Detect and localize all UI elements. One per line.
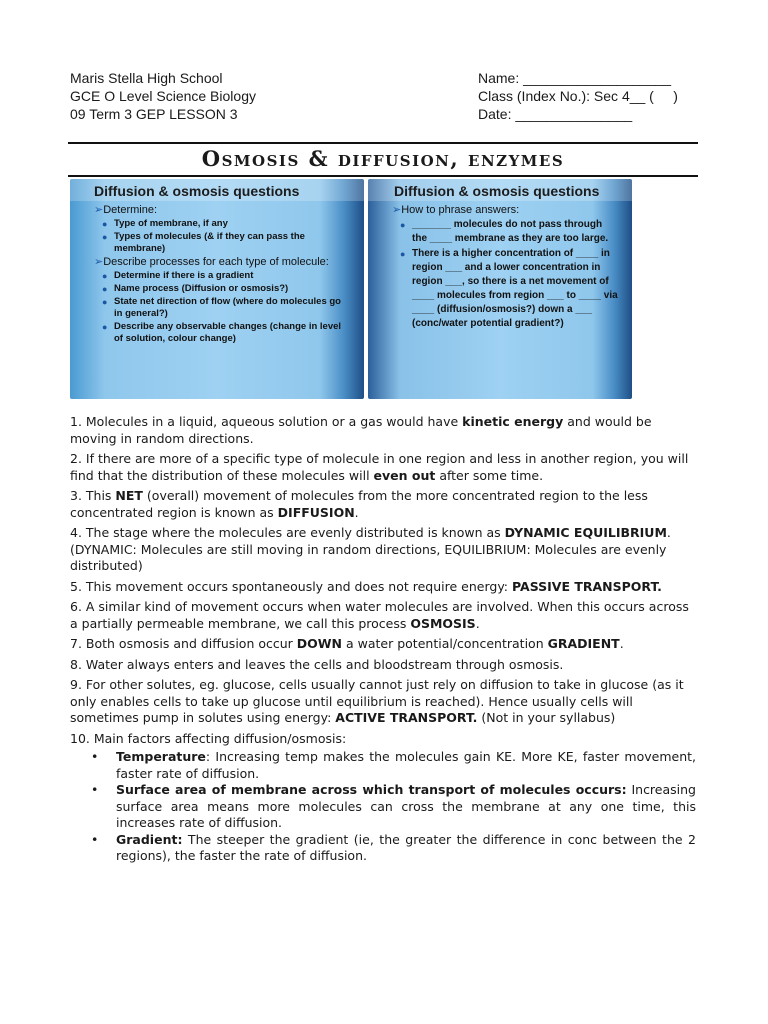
point-10: 10. Main factors affecting diffusion/osmosis: — [70, 730, 347, 746]
lesson-name: 09 Term 3 GEP LESSON 3 — [70, 106, 238, 122]
slide-right-list — [392, 218, 618, 331]
point-3: 3. This NET (overall) movement of molecules from the more concentrated region to the less concentrated region is known as DIFFUSION. — [70, 488, 648, 520]
list-item: ● Describe any observable changes (change in level of solution, colour change) — [114, 321, 350, 345]
point-4: 4. The stage where the molecules are evenly distributed is known as DYNAMIC EQUILIBRIUM. (DYNAMIC: Molecules are still moving in random directions, EQUILIBRIUM: Molecules are evenly distributed) — [70, 525, 671, 573]
notes-body — [70, 414, 696, 865]
slide-left-lead-2: ➢Describe processes for each type of molecule: — [94, 256, 329, 268]
factors-list — [70, 749, 696, 865]
point-2: 2. If there are more of a specific type of molecule in one region and less in another region, you will find that the distribution of these molecules will even out after some time. — [70, 451, 689, 483]
page-title: Osmosis & diffusion, enzymes — [201, 146, 565, 171]
date-field: Date: _______________ — [478, 106, 633, 122]
slide-left-list-1 — [94, 218, 350, 255]
school-info — [70, 69, 450, 123]
slide-image-right — [368, 179, 632, 399]
factor-gradient: • Gradient: The steeper the gradient (ie, the greater the difference in conc between the 2 regions), the faster the rate of diffusion. — [116, 832, 696, 865]
course-name: GCE O Level Science Biology — [70, 88, 256, 104]
point-1: 1. Molecules in a liquid, aqueous solution or a gas would have kinetic energy and would be moving in random directions. — [70, 414, 652, 446]
point-8: 8. Water always enters and leaves the cells and bloodstream through osmosis. — [70, 656, 564, 672]
point-7: 7. Both osmosis and diffusion occur DOWN a water potential/concentration GRADIENT. — [70, 636, 624, 651]
slide-right-lead: ➢How to phrase answers: — [392, 204, 520, 216]
arrow-icon: ➢ — [392, 204, 402, 216]
list-item: ● Types of molecules (& if they can pass the membrane) — [114, 231, 350, 255]
slide-left-list-2 — [94, 270, 350, 345]
class-field: Class (Index No.): Sec 4__ ( ) — [478, 88, 678, 104]
list-item: ● Type of membrane, if any — [114, 218, 350, 230]
point-9: 9. For other solutes, eg. glucose, cells usually cannot just rely on diffusion to take in glucose (as it only enables cells to take up glucose until equilibrium is reached). Hence usually cells will sometimes pump in solutes using energy: ACTIVE TRANSPORT. (Not in your syllabus) — [70, 677, 684, 725]
point-6: 6. A similar kind of movement occurs when water molecules are involved. When this occurs across a partially permeable membrane, we call this process OSMOSIS. — [70, 599, 689, 631]
school-name: Maris Stella High School — [70, 70, 223, 86]
title-rule-top — [68, 142, 698, 144]
list-item: ● Name process (Diffusion or osmosis?) — [114, 283, 350, 295]
title-rule-bottom — [68, 175, 698, 177]
point-5: 5. This movement occurs spontaneously and does not require energy: PASSIVE TRANSPORT. — [70, 578, 662, 594]
list-item: ● _______ molecules do not pass through the ____ membrane as they are too large. — [412, 218, 618, 246]
list-item: ● Determine if there is a gradient — [114, 270, 350, 282]
factor-surface-area: • Surface area of membrane across which transport of molecules occurs: Increasing surface area means more molecules can cross the membrane at any one time, this increases rate of diffusion. — [116, 782, 696, 832]
name-field: Name: ___________________ — [478, 70, 672, 86]
factor-temperature: • Temperature: Increasing temp makes the molecules gain KE. More KE, faster movement, faster rate of diffusion. — [116, 749, 696, 782]
arrow-icon: ➢ — [94, 256, 104, 268]
list-item: ● There is a higher concentration of ____ in region ___ and a lower concentration in region ___, so there is a net movement of ____ molecules from region ___ to ____ via ____ (diffusion/osmosis?) down a ___ (conc/water potential gradient?) — [412, 247, 618, 331]
slide-left-lead-1: ➢Determine: — [94, 204, 158, 216]
slide-right-title: Diffusion & osmosis questions — [368, 179, 632, 201]
list-item: ● State net direction of flow (where do molecules go in general?) — [114, 296, 350, 320]
student-info — [478, 69, 738, 123]
arrow-icon: ➢ — [94, 204, 104, 216]
slide-image-left — [70, 179, 364, 399]
slide-left-title: Diffusion & osmosis questions — [70, 179, 364, 201]
